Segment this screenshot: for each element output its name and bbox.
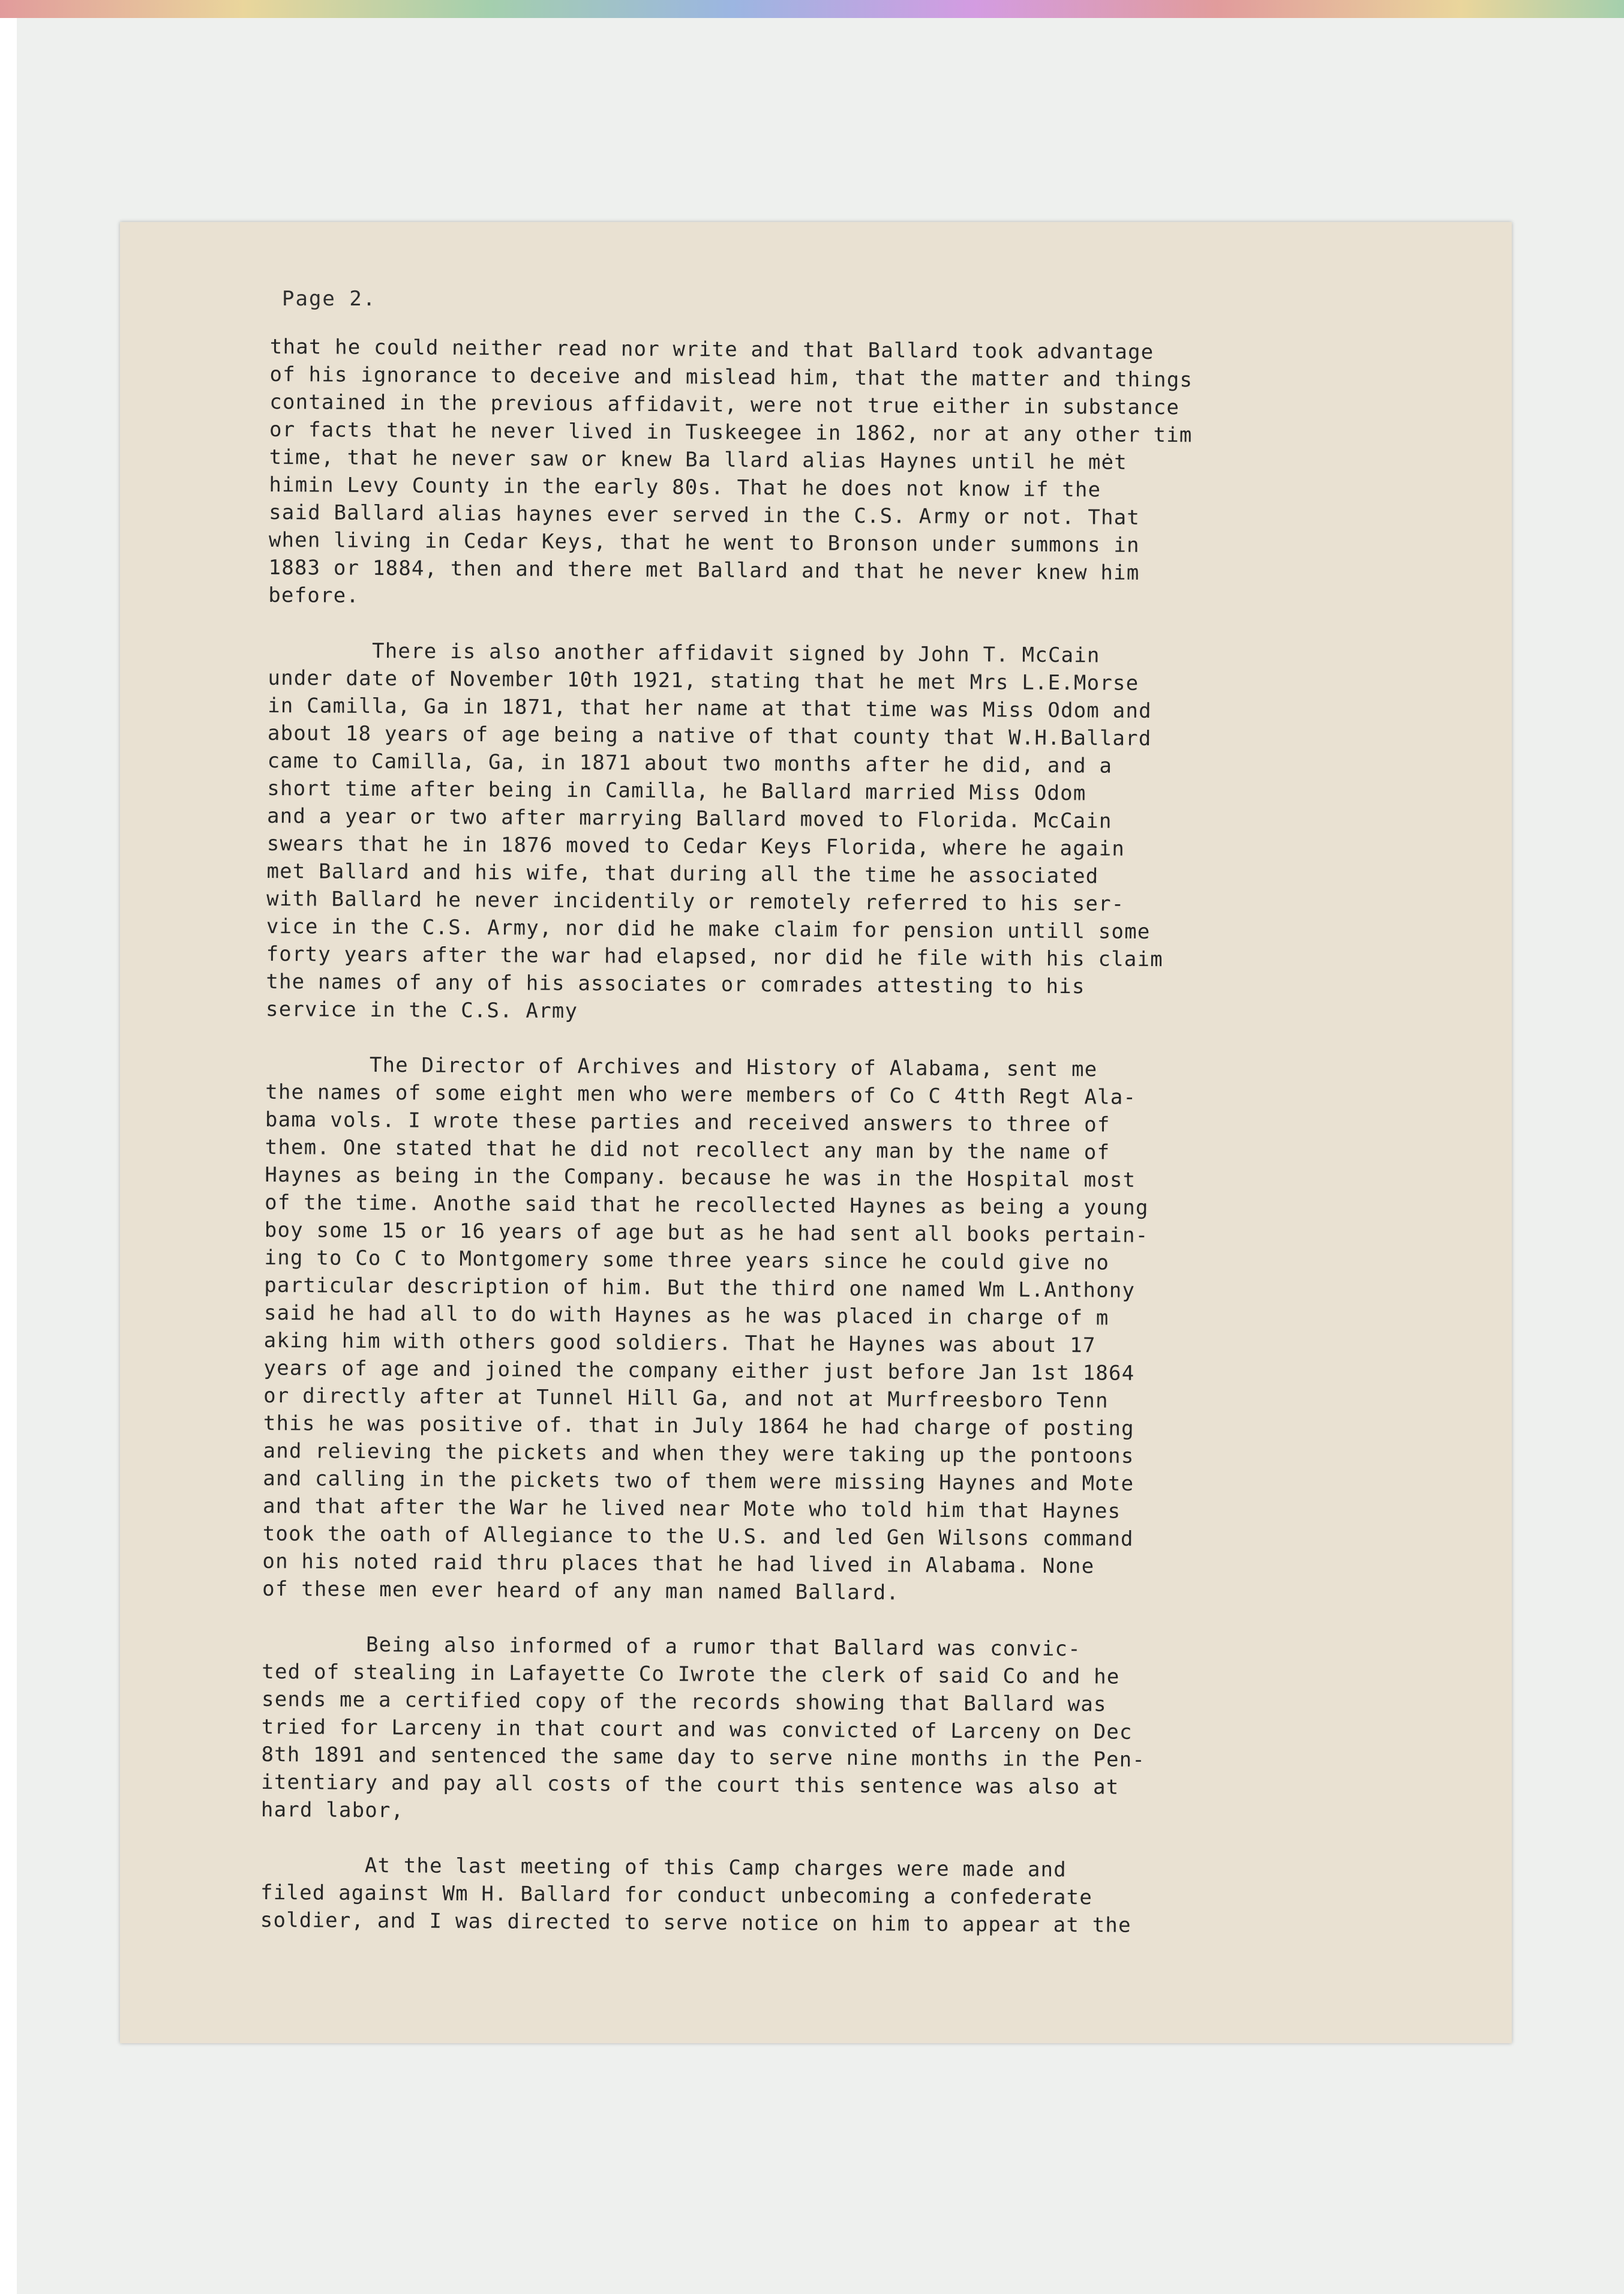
paragraph-1: that he could neither read nor write and that Ballard took advantage of his ignorance to deceive and mislead him, that the matter and things contained in the previous affidavit, were not true either in substance or facts that he never lived in Tuskeegee in 1862, nor at any other tim time, that he never saw or knew Ba llard alias Haynes until he mėt himin Levy County in the early 80s. That he does not know if the said Ballard alias haynes ever served in the C.S. Army or not. That when living in Cedar Keys, that he went to Bronson under summons in 1883 or 1884, then and there met Ballard and that he never knew him before.: [268, 334, 1193, 608]
document-page: [120, 222, 1512, 2043]
paragraph-3: The Director of Archives and History of Alabama, sent me the names of some eight men who were members of Co C 4tth Regt Ala- bama vols. I wrote these parties and received answers to three of them. One stated that he did not recollect any man by the name of Haynes as being in the Company. because he was in the Hospital most of the time. Anothe said that he recollected Haynes as being a young boy some 15 or 16 years of age but as he had sent all books pertain- ing to Co C to Montgomery some three years since he could give no particular description of him. But the third one named Wm L.Anthony said he had all to do with Haynes as he was placed in charge of m aking him with others good soldiers. That he Haynes was about 17 years of age and joined the company either just before Jan 1st 1864 or directly after at Tunnel Hill Ga, and not at Murfreesboro Tenn this he was positive of. that in July 1864 he had charge of posting and relieving the pickets and when they were taking up the pontoons and calling in the pickets two of them were missing Haynes and Mote and that after the War he lived near Mote who told him that Haynes took the oath of Allegiance to the U.S. and led Gen Wilsons command on his noted raid thru places that he had lived in Alabama. None of these men ever heard of any man named Ballard.: [262, 1052, 1149, 1605]
page-number: Page 2.: [282, 287, 377, 311]
paragraph-4: Being also informed of a rumor that Ballard was convic- ted of stealing in Lafayette Co Iwrote the clerk of said Co and he sends me a certified copy of the records showing that Ballard was tried for Larceny in that court and was convicted of Larceny on Dec 8th 1891 and sentenced the same day to serve nine months in the Pen- itentiary and pay all costs of the court this sentence was also at hard labor,: [260, 1632, 1146, 1823]
scanner-color-strip: [0, 0, 1624, 18]
paragraph-2: There is also another affidavit signed by John T. McCain under date of November 10th 1921, stating that he met Mrs L.E.Morse in Camilla, Ga in 1871, that her name at that time was Miss Odom and about 18 years of age being a native of that county that W.H.Ballard came to Camilla, Ga, in 1871 about two months after he did, and a short time after being in Camilla, he Ballard married Miss Odom and a year or two after marrying Ballard moved to Florida. McCain swears that he in 1876 moved to Cedar Keys Florida, where he again met Ballard and his wife, that during all the time he associated with Ballard he never incidentily or remotely referred to his ser- vice in the C.S. Army, nor did he make claim for pension untill some forty years after the war had elapsed, nor did he file with his claim the names of any of his associates or comrades attesting to his service in the C.S. Army: [265, 638, 1163, 1024]
document-body: [260, 333, 1482, 1969]
paragraph-5: At the last meeting of this Camp charges were made and filed against Wm H. Ballard for conduct unbecoming a confederate soldier, and I was directed to serve notice on him to appear at the: [260, 1852, 1131, 1938]
